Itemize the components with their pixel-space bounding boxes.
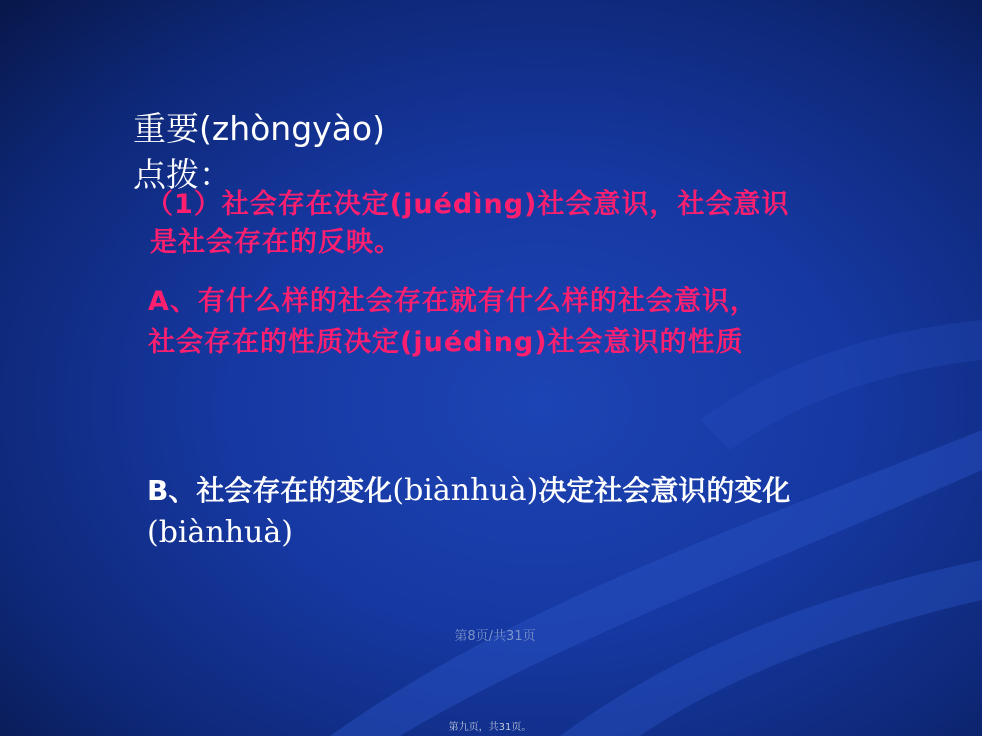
- footer-note: 第九页，共31页。: [448, 722, 532, 733]
- point-b-pinyin-1: (biànhuà): [392, 473, 539, 508]
- point-b-part-1: 社会存在的变化: [196, 474, 393, 507]
- point-b-pinyin-2: (biànhuà): [147, 515, 293, 550]
- point-1-text: （1）社会存在决定(juédìng)社会意识，社会意识是社会存在的反映。: [146, 189, 790, 258]
- point-b-prefix: B、: [147, 474, 197, 507]
- page-number: 第8页/共31页: [454, 629, 536, 644]
- slide-title: 重要(zhòngyào)点拨：: [133, 109, 385, 194]
- point-b-part-2: 决定社会意识的变化: [538, 474, 791, 507]
- point-a-text: A、有什么样的社会存在就有什么样的社会意识，社会存在的性质决定(juédìng)社会意识的性质: [148, 286, 758, 358]
- point-b-text: [147, 470, 807, 554]
